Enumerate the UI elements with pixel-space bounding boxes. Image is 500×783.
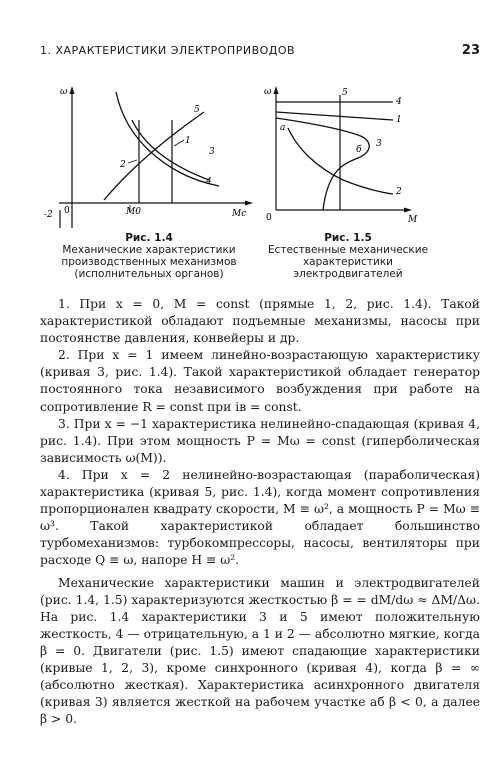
paragraph: 4. При x = 2 нелинейно-возрастающая (параболическая) характеристика (кривая 5, рис. 1.4), когда момент сопротивления пропорционален квадрату скорости, M ≡ ω², а мощность P = Mω ≡ ω³. Такой характеристикой обладает большинство турбомеханизмов: турбокомпрессоры, насосы, вентиляторы при расходе Q ≡ ω, напоре H ≡ ω². (40, 467, 480, 568)
paragraph: Механические характеристики машин и электродвигателей (рис. 1.4, 1.5) характеризуются жесткостью β = = dM/dω ≈ ΔM/Δω. На рис. 1.4 характеристики 3 и 5 имеют положительную жесткость, 4 — отрицательную, а 1 и 2 — абсолютно мягкие, когда β = 0. Двигатели (рис. 1.5) имеют спадающие характеристики (кривые 1, 2, 3), кроме синхронного (кривая 4), когда β = ∞ (абсолютно жесткая). Характеристика асинхронного двигателя (кривая 3) является жесткой на рабочем участке аб β < 0, а далее β > 0. (40, 575, 480, 727)
figure-1-4-plot (44, 80, 254, 230)
x-axis-label: Mc (232, 209, 247, 219)
curve-3 (104, 112, 204, 200)
y-axis-arrow (70, 86, 75, 94)
x-axis-arrow (245, 201, 253, 206)
caption-number: Рис. 1.4 (125, 232, 173, 244)
point-label-a: а (280, 123, 286, 133)
origin-label: 0 (64, 206, 70, 216)
y-axis-label: ω (264, 87, 272, 97)
caption-number: Рис. 1.5 (324, 232, 372, 244)
chapter-title: 1. ХАРАКТЕРИСТИКИ ЭЛЕКТРОПРИВОДОВ (40, 44, 296, 57)
y-axis-arrow (274, 86, 279, 94)
caption-line: Механические характеристики (62, 244, 236, 256)
leader-2 (128, 160, 137, 163)
running-header (40, 44, 480, 60)
curve-label-1: 1 (185, 136, 191, 146)
tick-m0: M0 (126, 207, 141, 217)
curve-label-4: 4 (206, 177, 212, 187)
curve-label-neg-2: -2 (44, 210, 53, 220)
curve-label-2: 2 (120, 160, 126, 170)
curve-label-3: 3 (209, 147, 215, 157)
leader-1 (174, 140, 184, 146)
figure-1-4 (44, 80, 254, 280)
caption-line: производственных механизмов (61, 256, 237, 268)
paragraph: 3. При x = −1 характеристика нелинейно-спадающая (кривая 4, рис. 1.4). При этом мощность P = Mω = const (гиперболическая зависимость ω(M)). (40, 416, 480, 465)
caption-line: Естественные механические (267, 244, 429, 256)
figure-1-5 (258, 80, 458, 280)
x-axis-arrow (404, 208, 412, 213)
x-axis-label: M (408, 215, 418, 225)
point-label-b: б (356, 145, 362, 155)
line-1 (276, 112, 393, 120)
curve-label-5: 5 (342, 88, 348, 98)
curve-label-2: 2 (396, 187, 402, 197)
curve-label-3: 3 (376, 139, 382, 149)
figure-1-5-caption (248, 232, 448, 280)
origin-label: 0 (266, 213, 272, 223)
figure-1-5-plot (258, 80, 458, 230)
curve-label-1: 1 (396, 115, 402, 125)
figure-1-4-caption (44, 232, 254, 280)
curve-4 (132, 120, 209, 180)
curve-label-4: 4 (396, 97, 402, 107)
curve-label-5: 5 (194, 105, 200, 115)
paragraph: 2. При x = 1 имеем линейно-возрастающую характеристику (кривая 3, рис. 1.4). Такой характеристикой обладает генератор постоянного тока независимого возбуждения при работе на сопротивление R = const при iв = const. (40, 348, 480, 414)
caption-line: (исполнительных органов) (74, 268, 224, 280)
page-number: 23 (461, 43, 480, 58)
body-text (40, 296, 480, 728)
y-axis-label: ω (60, 87, 68, 97)
paragraph: 1. При x = 0, M = const (прямые 1, 2, рис. 1.4). Такой характеристикой обладают подъемные механизмы, насосы при постоянстве давления, конвейеры и др. (40, 297, 480, 346)
caption-line: электродвигателей (293, 268, 403, 280)
caption-line: характеристики (302, 256, 394, 268)
